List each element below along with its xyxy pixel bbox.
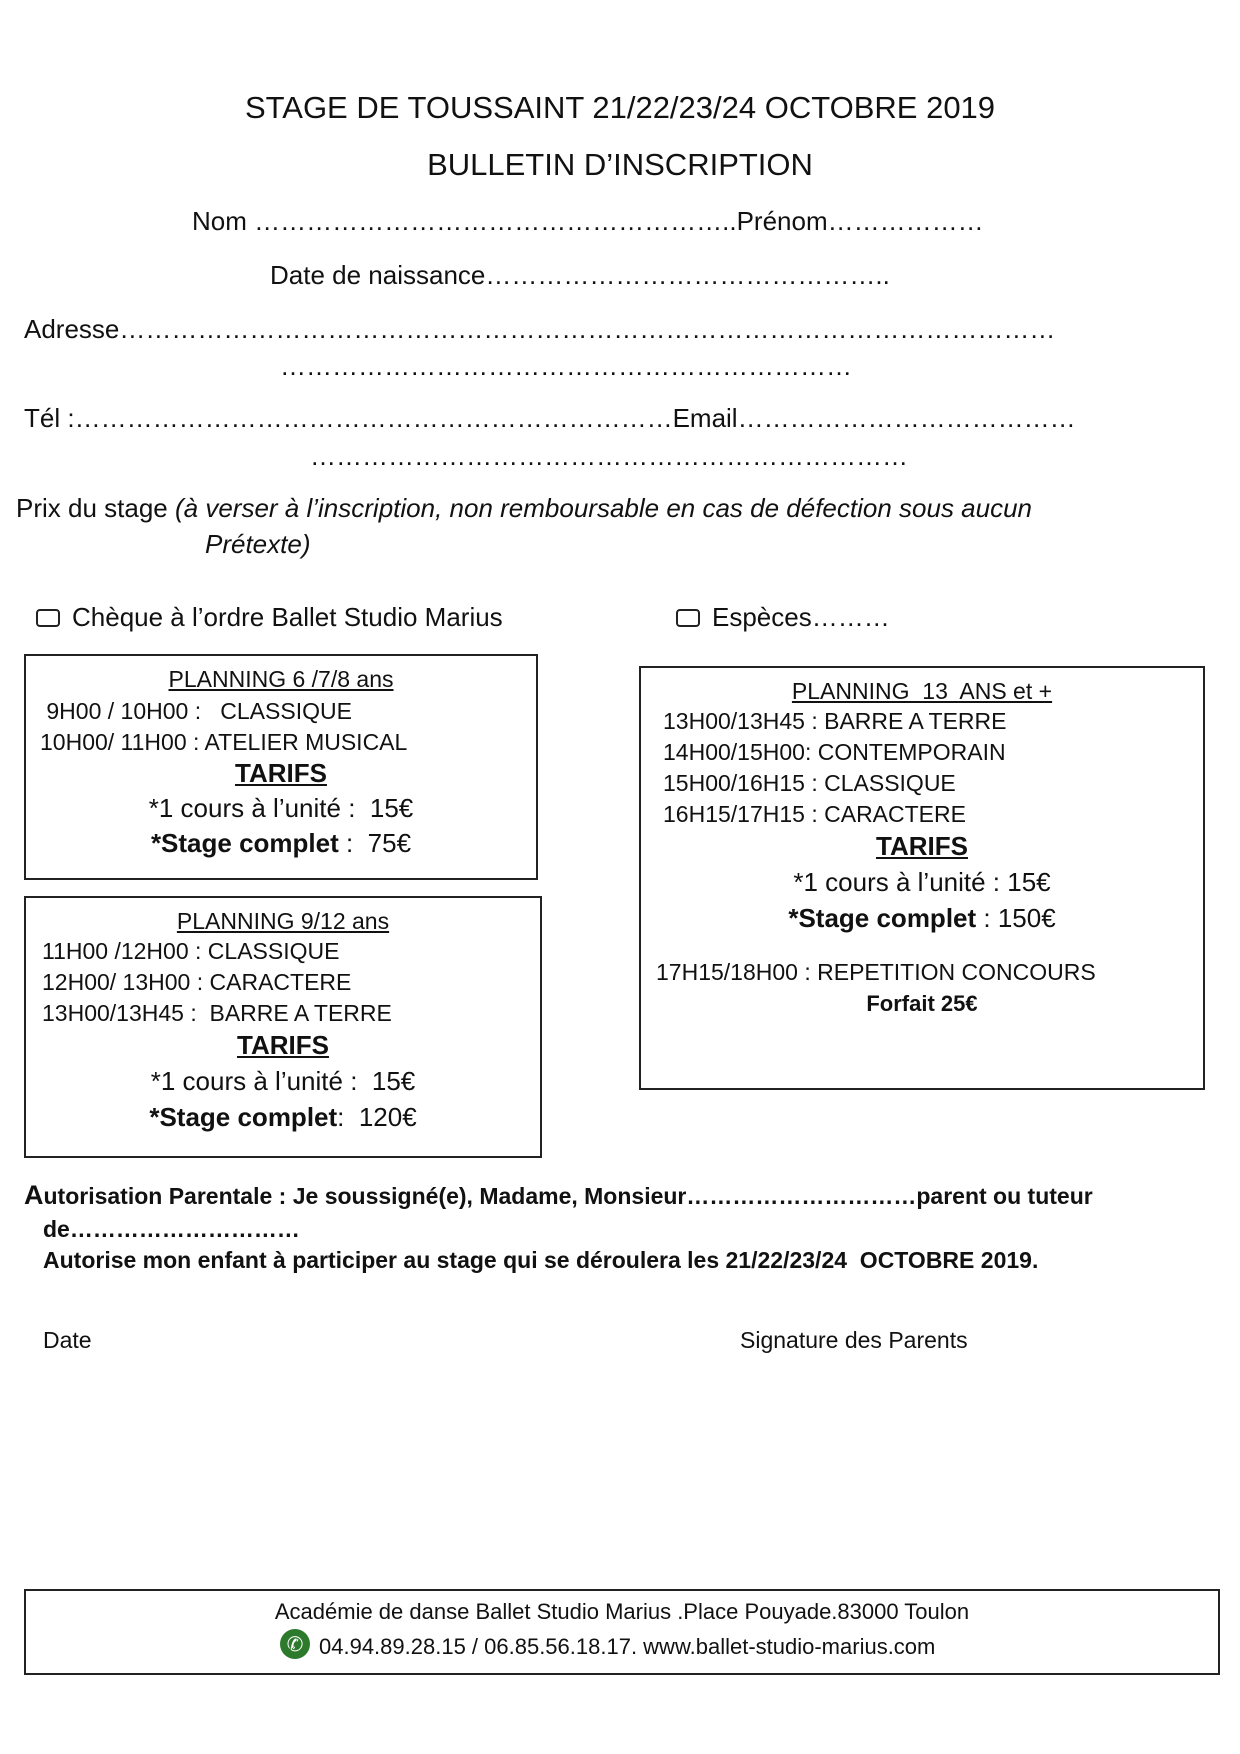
page-subtitle: BULLETIN D’INSCRIPTION	[427, 147, 813, 182]
planning-13-tarifs-label: TARIFS	[876, 831, 968, 861]
autorisation-text: utorisation Parentale : Je soussigné(e), Madame, Monsieur…………………………parent ou tuteur	[43, 1183, 1093, 1209]
planning-678-row: 10H00/ 11H00 : ATELIER MUSICAL	[40, 729, 408, 755]
prix-note: (à verser à l’inscription, non remboursable en cas de défection sous aucun	[174, 493, 1033, 523]
stage-complet-price: : 75€	[338, 828, 412, 858]
planning-13-title: PLANNING 13 ANS et +	[791, 678, 1053, 704]
autorisation-statement: Autorise mon enfant à participer au stage qui se déroulera les 21/22/23/24 OCTOBRE 2019.	[43, 1247, 1039, 1273]
phone-icon: ✆	[280, 1629, 310, 1659]
signature-label: Signature des Parents	[740, 1327, 968, 1353]
nom-prenom-field[interactable]: Nom ………………………………………………..Prénom………………	[192, 206, 984, 236]
planning-912-row: 11H00 /12H00 : CLASSIQUE	[42, 938, 340, 964]
cheque-checkbox[interactable]	[36, 609, 60, 627]
planning-912-row: 13H00/13H45 : BARRE A TERRE	[42, 1000, 392, 1026]
planning-678-tarifs-label: TARIFS	[235, 758, 327, 788]
planning-13-row: 13H00/13H45 : BARRE A TERRE	[663, 708, 1007, 734]
planning-13-row: 14H00/15H00: CONTEMPORAIN	[663, 739, 1006, 765]
stage-complet-label: *Stage complet	[149, 1102, 338, 1132]
planning-912-unit-price: *1 cours à l’unité : 15€	[150, 1066, 416, 1096]
planning-678-unit-price: *1 cours à l’unité : 15€	[148, 793, 414, 823]
especes-label: Espèces………	[712, 602, 890, 632]
planning-678-row: 9H00 / 10H00 : CLASSIQUE	[40, 698, 352, 724]
planning-13-unit-price: *1 cours à l’unité : 15€	[793, 867, 1051, 897]
planning-678-box	[24, 654, 538, 880]
footer-contact: 04.94.89.28.15 / 06.85.56.18.17. www.ballet-studio-marius.com	[319, 1634, 936, 1659]
planning-912-row: 12H00/ 13H00 : CARACTERE	[42, 969, 352, 995]
planning-912-box	[24, 896, 542, 1158]
autorisation-initial: A	[24, 1180, 44, 1210]
footer-box	[24, 1589, 1220, 1675]
page-title: STAGE DE TOUSSAINT 21/22/23/24 OCTOBRE 2019	[244, 90, 996, 125]
autorisation-line[interactable]	[24, 1180, 1093, 1211]
forfait-price: Forfait 25€	[866, 991, 978, 1016]
stage-complet-label: *Stage complet	[150, 828, 339, 858]
planning-13-row: 15H00/16H15 : CLASSIQUE	[663, 770, 956, 796]
stage-complet-price: : 120€	[337, 1102, 417, 1132]
autorisation-de-field[interactable]: de…………………………	[43, 1216, 300, 1242]
planning-912-full-price	[26, 1103, 540, 1133]
planning-912-tarifs-label: TARIFS	[237, 1030, 329, 1060]
planning-678-full-price	[26, 829, 536, 859]
repetition-concours: 17H15/18H00 : REPETITION CONCOURS	[656, 959, 1096, 985]
stage-complet-label: *Stage complet	[788, 903, 977, 933]
adresse-field[interactable]: Adresse………………………………………………………………………………………………	[24, 314, 1056, 344]
stage-complet-price: : 150€	[976, 903, 1056, 933]
date-label: Date	[43, 1327, 92, 1353]
planning-912-title: PLANNING 9/12 ans	[176, 908, 390, 934]
date-naissance-field[interactable]: Date de naissance………………………………………..	[270, 260, 890, 290]
especes-checkbox[interactable]	[676, 609, 700, 627]
prix-note-continued: Prétexte)	[205, 529, 311, 559]
email-field-continued[interactable]: ……………………………………………………………	[310, 441, 908, 471]
prix-label: Prix du stage	[16, 493, 175, 523]
planning-13-row: 16H15/17H15 : CARACTERE	[663, 801, 966, 827]
tel-email-field[interactable]: Tél :……………………………………………………………Email…………………………………	[24, 403, 1076, 433]
planning-678-title: PLANNING 6 /7/8 ans	[168, 666, 394, 692]
planning-13-box	[639, 666, 1205, 1090]
cheque-label: Chèque à l’ordre Ballet Studio Marius	[72, 602, 503, 632]
prix-stage	[16, 494, 1032, 524]
adresse-field-continued[interactable]: …………………………………………………………	[280, 351, 852, 381]
footer-address: Académie de danse Ballet Studio Marius .Place Pouyade.83000 Toulon	[274, 1599, 970, 1624]
planning-13-full-price	[641, 904, 1203, 934]
